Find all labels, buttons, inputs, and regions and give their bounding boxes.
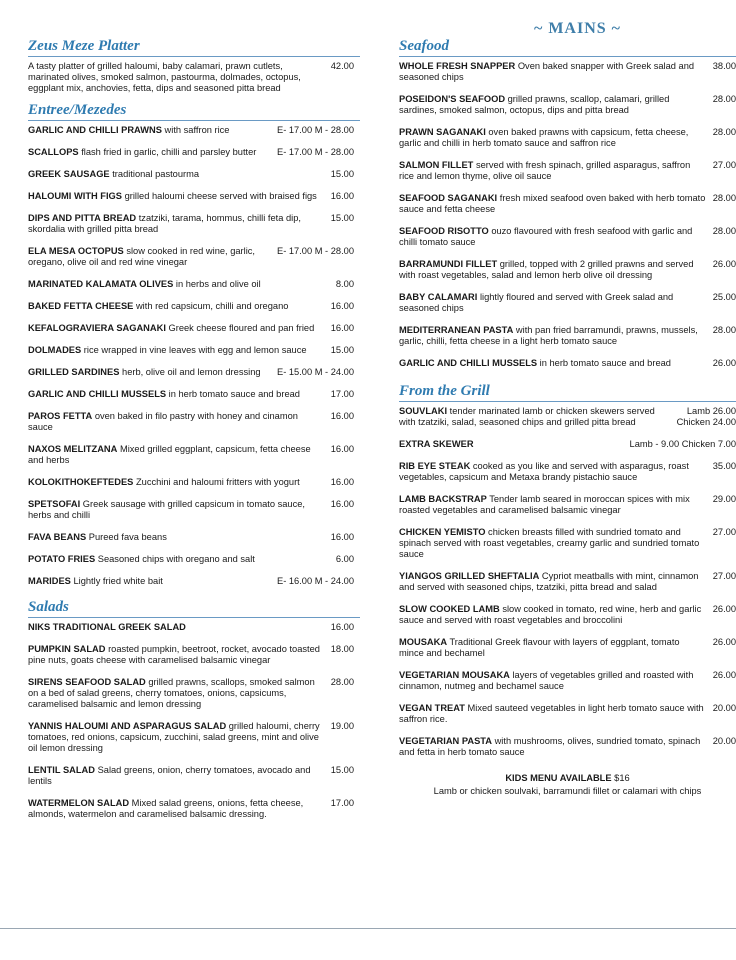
menu-item-name: WHOLE FRESH SNAPPER	[399, 61, 516, 71]
menu-item-extra-skewer	[399, 439, 736, 450]
menu-item-yiangos-grilled-sheftalia	[399, 571, 736, 593]
menu-item-price: E- 17.00 M - 28.00	[277, 246, 354, 256]
menu-item-desc: roasted pumpkin, beetroot, rocket, avocado toasted pine nuts, goats cheese with caramelised balsamic vinegar	[28, 644, 320, 665]
menu-item-price: 16.00	[330, 444, 354, 454]
menu-item-text	[28, 532, 325, 543]
menu-item-text	[28, 191, 325, 202]
menu-item-price: 16.00	[330, 323, 354, 333]
menu-item-name: POTATO FRIES	[28, 554, 96, 564]
menu-item-price: 8.00	[335, 279, 354, 289]
menu-item-price: 26.00	[712, 604, 736, 614]
menu-item-price: 18.00	[330, 644, 354, 654]
menu-item-text	[399, 94, 707, 116]
menu-item-desc: in herbs and olive oil	[175, 279, 261, 289]
menu-item-text	[28, 499, 325, 521]
menu-item-haloumi-with-figs	[28, 191, 354, 202]
menu-item-text	[28, 389, 325, 400]
menu-item-name: GARLIC AND CHILLI MUSSELS	[28, 389, 167, 399]
menu-item-name: PRAWN SAGANAKI	[399, 127, 486, 137]
menu-item-desc: tender marinated lamb or chicken skewers served with tzatziki, salad, seasoned chips and grilled pitta bread	[399, 406, 655, 427]
menu-item-text	[28, 765, 325, 787]
menu-item-name: HALOUMI WITH FIGS	[28, 191, 122, 201]
section-seafood	[399, 38, 736, 369]
menu-item-slow-cooked-lamb	[399, 604, 736, 626]
menu-item-vegan-treat	[399, 703, 736, 725]
mains-title: ~ MAINS ~	[534, 20, 621, 37]
menu-item-price: 16.00	[330, 532, 354, 542]
section-zeus-meze-platter	[28, 38, 354, 94]
menu-item-text	[399, 193, 707, 215]
kids-menu-desc: Lamb or chicken soulvaki, barramundi fillet or calamari with chips	[433, 786, 702, 796]
right-column	[399, 20, 736, 798]
menu-item-desc: herb, olive oil and lemon dressing	[122, 367, 261, 377]
menu-item-price: 16.00	[330, 499, 354, 509]
menu-item-niks-traditional-greek-salad	[28, 622, 354, 633]
menu-item-text	[28, 279, 330, 290]
menu-item-seafood-saganaki	[399, 193, 736, 215]
menu-item-text	[399, 160, 707, 182]
menu-item-price: E- 15.00 M - 24.00	[277, 367, 354, 377]
menu-item-desc: Oven baked snapper with Greek salad and seasoned chips	[399, 61, 695, 82]
menu-item-name: SPETSOFAI	[28, 499, 81, 509]
menu-item-price: 6.00	[335, 554, 354, 564]
menu-item-text	[28, 721, 325, 754]
menu-item-price: 28.00	[712, 226, 736, 236]
menu-item-text	[28, 477, 325, 488]
menu-item-name: SEAFOOD RISOTTO	[399, 226, 489, 236]
menu-item-text	[28, 644, 325, 666]
menu-item-price: 15.00	[330, 213, 354, 223]
menu-item-text	[28, 554, 330, 565]
menu-item-name: SALMON FILLET	[399, 160, 474, 170]
menu-item-name: GARLIC AND CHILLI MUSSELS	[399, 358, 538, 368]
menu-item-price: 25.00	[712, 292, 736, 302]
menu-item-poseidon-s-seafood	[399, 94, 736, 116]
menu-item-text	[399, 439, 624, 450]
menu-item-text	[399, 127, 707, 149]
menu-item-name: VEGETARIAN PASTA	[399, 736, 492, 746]
menu-item-desc: Seasoned chips with oregano and salt	[97, 554, 255, 564]
menu-item-price: Lamb - 9.00 Chicken 7.00	[629, 439, 736, 449]
menu-item-garlic-and-chilli-mussels	[399, 358, 736, 369]
menu-item-text	[399, 61, 707, 83]
menu-item-text	[399, 571, 707, 593]
menu-item-vegetarian-mousaka	[399, 670, 736, 692]
menu-item-text	[28, 246, 271, 268]
menu-item-text	[399, 292, 707, 314]
menu-item-desc: ouzo flavoured with fresh seafood with garlic and chilli tomato sauce	[399, 226, 693, 247]
mains-sections	[399, 38, 736, 758]
menu-item-text	[399, 406, 671, 428]
menu-item-kolokithokeftedes	[28, 477, 354, 488]
menu-item-naxos-melitzana	[28, 444, 354, 466]
menu-item-name: EXTRA SKEWER	[399, 439, 474, 449]
menu-item-sirens-seafood-salad	[28, 677, 354, 710]
menu-item-yannis-haloumi-and-asparagus-salad	[28, 721, 354, 754]
menu-item-desc: grilled prawns, scallops, smoked salmon on a bed of salad greens, cherry tomatoes, onions, capsicums, caramelised balsamic and lemon dressing	[28, 677, 315, 709]
menu-item-name: BABY CALAMARI	[399, 292, 478, 302]
menu-item-price: 27.00	[712, 160, 736, 170]
menu-item-desc: grilled, topped with 2 grilled prawns and served with roast vegetables, salad and lemon herb olive oil dressing	[399, 259, 694, 280]
menu-item-name: KOLOKITHOKEFTEDES	[28, 477, 134, 487]
menu-item-price: 38.00	[712, 61, 736, 71]
menu-item-kefalograviera-saganaki	[28, 323, 354, 334]
menu-item-desc: with saffron rice	[164, 125, 230, 135]
menu-item-price: 35.00	[712, 461, 736, 471]
menu-item-desc: grilled haloumi cheese served with braised figs	[124, 191, 317, 201]
menu-item-watermelon-salad	[28, 798, 354, 820]
menu-item-desc: Greek sausage with grilled capsicum in tomato sauce, herbs and chilli	[28, 499, 305, 520]
menu-item-text	[28, 798, 325, 820]
menu-item-spetsofai	[28, 499, 354, 521]
menu-item-price: 15.00	[330, 765, 354, 775]
menu-item-price: 28.00	[712, 325, 736, 335]
menu-item-price: Lamb 26.00 Chicken 24.00	[676, 406, 736, 427]
menu-item-desc: layers of vegetables grilled and roasted with cinnamon, nutmeg and bechamel sauce	[399, 670, 694, 691]
menu-item-text	[399, 703, 707, 725]
menu-item-name: MARIDES	[28, 576, 71, 586]
menu-item-text	[28, 345, 325, 356]
menu-item-zeus-meze-platter	[28, 61, 354, 94]
section-header: Seafood	[399, 38, 736, 57]
menu-item-text	[28, 622, 325, 633]
section-entree-mezedes	[28, 102, 354, 587]
menu-item-name: PUMPKIN SALAD	[28, 644, 106, 654]
menu-item-text	[399, 358, 707, 369]
menu-item-paros-fetta	[28, 411, 354, 433]
menu-item-text	[28, 301, 325, 312]
menu-item-desc: in herb tomato sauce and bread	[168, 389, 300, 399]
section-salads	[28, 599, 354, 820]
menu-item-price: 28.00	[330, 677, 354, 687]
menu-item-baked-fetta-cheese	[28, 301, 354, 312]
menu-item-price: E- 17.00 M - 28.00	[277, 125, 354, 135]
menu-item-name: GREEK SAUSAGE	[28, 169, 110, 179]
left-column	[28, 20, 354, 820]
menu-item-name: VEGETARIAN MOUSAKA	[399, 670, 510, 680]
menu-item-name: BAKED FETTA CHEESE	[28, 301, 134, 311]
menu-item-souvlaki	[399, 406, 736, 428]
menu-item-text	[399, 494, 707, 516]
menu-item-chicken-yemisto	[399, 527, 736, 560]
menu-item-whole-fresh-snapper	[399, 61, 736, 83]
menu-item-price: 19.00	[330, 721, 354, 731]
menu-item-salmon-fillet	[399, 160, 736, 182]
menu-item-price: 27.00	[712, 571, 736, 581]
menu-item-text	[399, 604, 707, 626]
menu-item-price: 20.00	[712, 703, 736, 713]
menu-item-text	[399, 527, 707, 560]
menu-item-name: SEAFOOD SAGANAKI	[399, 193, 498, 203]
menu-item-name: SCALLOPS	[28, 147, 79, 157]
menu-item-name: MEDITERRANEAN PASTA	[399, 325, 514, 335]
menu-item-name: KEFALOGRAVIERA SAGANAKI	[28, 323, 166, 333]
menu-item-name: SOUVLAKI	[399, 406, 448, 416]
menu-item-text	[399, 670, 707, 692]
menu-item-name: LENTIL SALAD	[28, 765, 95, 775]
menu-item-baby-calamari	[399, 292, 736, 314]
menu-item-prawn-saganaki	[399, 127, 736, 149]
menu-item-name: VEGAN TREAT	[399, 703, 465, 713]
menu-item-desc: flash fried in garlic, chilli and parsley butter	[81, 147, 257, 157]
menu-item-text	[28, 367, 271, 378]
menu-item-name: LAMB BACKSTRAP	[399, 494, 487, 504]
menu-item-fava-beans	[28, 532, 354, 543]
menu-item-price: 26.00	[712, 358, 736, 368]
menu-item-name: GRILLED SARDINES	[28, 367, 120, 377]
menu-item-price: 15.00	[330, 169, 354, 179]
menu-item-price: 16.00	[330, 477, 354, 487]
menu-item-price: 20.00	[712, 736, 736, 746]
menu-item-potato-fries	[28, 554, 354, 565]
menu-item-name: WATERMELON SALAD	[28, 798, 130, 808]
menu-item-price: E- 16.00 M - 24.00	[277, 576, 354, 586]
menu-item-text	[28, 147, 271, 158]
menu-item-price: E- 17.00 M - 28.00	[277, 147, 354, 157]
menu-item-price: 16.00	[330, 622, 354, 632]
menu-item-text	[28, 213, 325, 235]
menu-item-price: 28.00	[712, 94, 736, 104]
menu-item-desc: served with fresh spinach, grilled asparagus, saffron rice and lemon thyme, olive oil sauce	[399, 160, 691, 181]
menu-item-price: 26.00	[712, 259, 736, 269]
menu-item-desc: oven baked in filo pastry with honey and cinamon sauce	[28, 411, 298, 432]
menu-item-price: 28.00	[712, 127, 736, 137]
menu-item-desc: Cypriot meatballs with mint, cinnamon and served with seasoned chips, tzatziki, pitta bread and salad	[399, 571, 699, 592]
menu-item-price: 15.00	[330, 345, 354, 355]
menu-item-desc: in herb tomato sauce and bread	[539, 358, 671, 368]
menu-item-desc: with pan fried barramundi, prawns, mussels, garlic, chilli, fetta cheese in a light herb tomato sauce	[399, 325, 698, 346]
menu-item-desc: tzatziki, tarama, hommus, chilli feta dip, skordalia with grilled pitta bread	[28, 213, 301, 234]
menu-item-rib-eye-steak	[399, 461, 736, 483]
menu-item-desc: Lightly fried white bait	[73, 576, 163, 586]
menu-item-desc: lightly floured and served with Greek salad and seasoned chips	[399, 292, 674, 313]
menu-item-name: SLOW COOKED LAMB	[399, 604, 500, 614]
menu-item-name: DIPS AND PITTA BREAD	[28, 213, 137, 223]
menu-item-dips-and-pitta-bread	[28, 213, 354, 235]
menu-item-mediterranean-pasta	[399, 325, 736, 347]
menu-item-price: 26.00	[712, 670, 736, 680]
menu-item-price: 16.00	[330, 411, 354, 421]
menu-item-desc: with red capsicum, chilli and oregano	[135, 301, 289, 311]
menu-item-desc: Tender lamb seared in moroccan spices with mix roasted vegetables and caramelised balsamic vinegar	[399, 494, 690, 515]
menu-item-desc: grilled haloumi, cherry tomatoes, red onions, capsicum, zucchini, salad greens, mint and olive oil lemon dressing	[28, 721, 320, 753]
menu-item-seafood-risotto	[399, 226, 736, 248]
kids-menu	[399, 772, 736, 798]
menu-item-desc: rice wrapped in vine leaves with egg and lemon sauce	[83, 345, 307, 355]
menu-item-name: DOLMADES	[28, 345, 82, 355]
menu-item-price: 17.00	[330, 798, 354, 808]
menu-item-text	[28, 444, 325, 466]
menu-item-desc: Mixed salad greens, onions, fetta cheese, almonds, watermelon and caramelised balsamic dressing.	[28, 798, 304, 819]
menu-item-name: PAROS FETTA	[28, 411, 93, 421]
menu-item-name: NIKS TRADITIONAL GREEK SALAD	[28, 622, 186, 632]
section-header: Entree/Mezedes	[28, 102, 360, 121]
menu-item-mousaka	[399, 637, 736, 659]
menu-item-grilled-sardines	[28, 367, 354, 378]
menu-item-text	[28, 411, 325, 433]
menu-item-desc: chicken breasts filled with sundried tomato and spinach served with roast vegetables, creamy garlic and sundried tomato sauce	[399, 527, 700, 559]
menu-item-text	[28, 125, 271, 136]
menu-item-desc: A tasty platter of grilled haloumi, baby calamari, prawn cutlets, marinated olives, smoked salmon, pastourma, dolmades, octopus, eggplant mix, anchovies, fetta, dips and seasoned pitta bread	[28, 61, 301, 93]
menu-item-price: 26.00	[712, 637, 736, 647]
menu-item-text	[399, 325, 707, 347]
menu-item-name: YANNIS HALOUMI AND ASPARAGUS SALAD	[28, 721, 227, 731]
menu-item-name: MOUSAKA	[399, 637, 448, 647]
menu-item-ela-mesa-octopus	[28, 246, 354, 268]
menu-item-text	[28, 61, 325, 94]
menu-item-name: ELA MESA OCTOPUS	[28, 246, 124, 256]
menu-item-desc: Mixed sauteed vegetables in light herb tomato sauce with saffron rice.	[399, 703, 704, 724]
menu-item-price: 17.00	[330, 389, 354, 399]
menu-item-text	[399, 259, 707, 281]
section-header: Salads	[28, 599, 360, 618]
menu-item-garlic-and-chilli-prawns	[28, 125, 354, 136]
menu-item-desc: slow cooked in tomato, red wine, herb and garlic sauce and served with roast vegetables and broccolini	[399, 604, 702, 625]
menu-item-barramundi-fillet	[399, 259, 736, 281]
menu-item-pumpkin-salad	[28, 644, 354, 666]
menu-item-name: BARRAMUNDI FILLET	[399, 259, 498, 269]
menu-item-lamb-backstrap	[399, 494, 736, 516]
menu-item-name: MARINATED KALAMATA OLIVES	[28, 279, 174, 289]
menu-item-scallops	[28, 147, 354, 158]
menu-item-text	[399, 226, 707, 248]
menu-item-price: 28.00	[712, 193, 736, 203]
menu-item-greek-sausage	[28, 169, 354, 180]
menu-item-marides	[28, 576, 354, 587]
menu-item-vegetarian-pasta	[399, 736, 736, 758]
menu-item-text	[28, 323, 325, 334]
menu-item-name: FAVA BEANS	[28, 532, 87, 542]
menu-item-lentil-salad	[28, 765, 354, 787]
menu-item-desc: cooked as you like and served with asparagus, roast vegetables, capsicum and Metaxa brandy pistachio sauce	[399, 461, 689, 482]
menu-item-desc: Pureed fava beans	[88, 532, 167, 542]
menu-item-text	[28, 169, 325, 180]
menu-item-desc: slow cooked in red wine, garlic, oregano, olive oil and red wine vinegar	[28, 246, 255, 267]
menu-item-desc: Traditional Greek flavour with layers of eggplant, tomato mince and bechamel	[399, 637, 680, 658]
menu-item-name: CHICKEN YEMISTO	[399, 527, 486, 537]
menu-item-price: 29.00	[712, 494, 736, 504]
menu-item-text	[399, 637, 707, 659]
menu-item-desc: oven baked prawns with capsicum, fetta cheese, garlic and chilli in herb tomato sauce and saffron rice	[399, 127, 689, 148]
menu-item-price: 27.00	[712, 527, 736, 537]
menu-item-desc: Zucchini and haloumi fritters with yogurt	[135, 477, 300, 487]
menu-item-name: SIRENS SEAFOOD SALAD	[28, 677, 146, 687]
menu-item-name: POSEIDON'S SEAFOOD	[399, 94, 506, 104]
menu-item-name: RIB EYE STEAK	[399, 461, 471, 471]
menu-item-desc: with mushrooms, olives, sundried tomato, spinach and fetta in herb tomato sauce	[399, 736, 701, 757]
menu-item-text	[399, 736, 707, 758]
section-header: Zeus Meze Platter	[28, 38, 360, 57]
menu-item-name: YIANGOS GRILLED SHEFTALIA	[399, 571, 540, 581]
menu-item-price: 16.00	[330, 191, 354, 201]
menu-item-dolmades	[28, 345, 354, 356]
menu-item-text	[28, 576, 271, 587]
section-from-the-grill	[399, 383, 736, 758]
menu-item-desc: Mixed grilled eggplant, capsicum, fetta cheese and herbs	[28, 444, 311, 465]
kids-menu-title: KIDS MENU AVAILABLE	[505, 773, 612, 783]
menu-item-text	[399, 461, 707, 483]
menu-item-name: GARLIC AND CHILLI PRAWNS	[28, 125, 162, 135]
menu-item-desc: Greek cheese floured and pan fried	[168, 323, 315, 333]
menu-item-price: 42.00	[330, 61, 354, 71]
bottom-divider	[0, 928, 736, 929]
kids-menu-price: $16	[614, 773, 630, 783]
menu-item-price: 16.00	[330, 301, 354, 311]
menu-item-desc: Salad greens, onion, cherry tomatoes, avocado and lentils	[28, 765, 311, 786]
menu-item-desc: grilled prawns, scallop, calamari, grilled sardines, smoked salmon, octopus, dips and pitta bread	[399, 94, 670, 115]
menu-item-marinated-kalamata-olives	[28, 279, 354, 290]
section-header: From the Grill	[399, 383, 736, 402]
menu-item-desc: fresh mixed seafood oven baked with herb tomato sauce and fetta cheese	[399, 193, 706, 214]
menu-item-desc: traditional pastourma	[112, 169, 200, 179]
menu-item-garlic-and-chilli-mussels	[28, 389, 354, 400]
menu-item-text	[28, 677, 325, 710]
menu-item-name: NAXOS MELITZANA	[28, 444, 118, 454]
